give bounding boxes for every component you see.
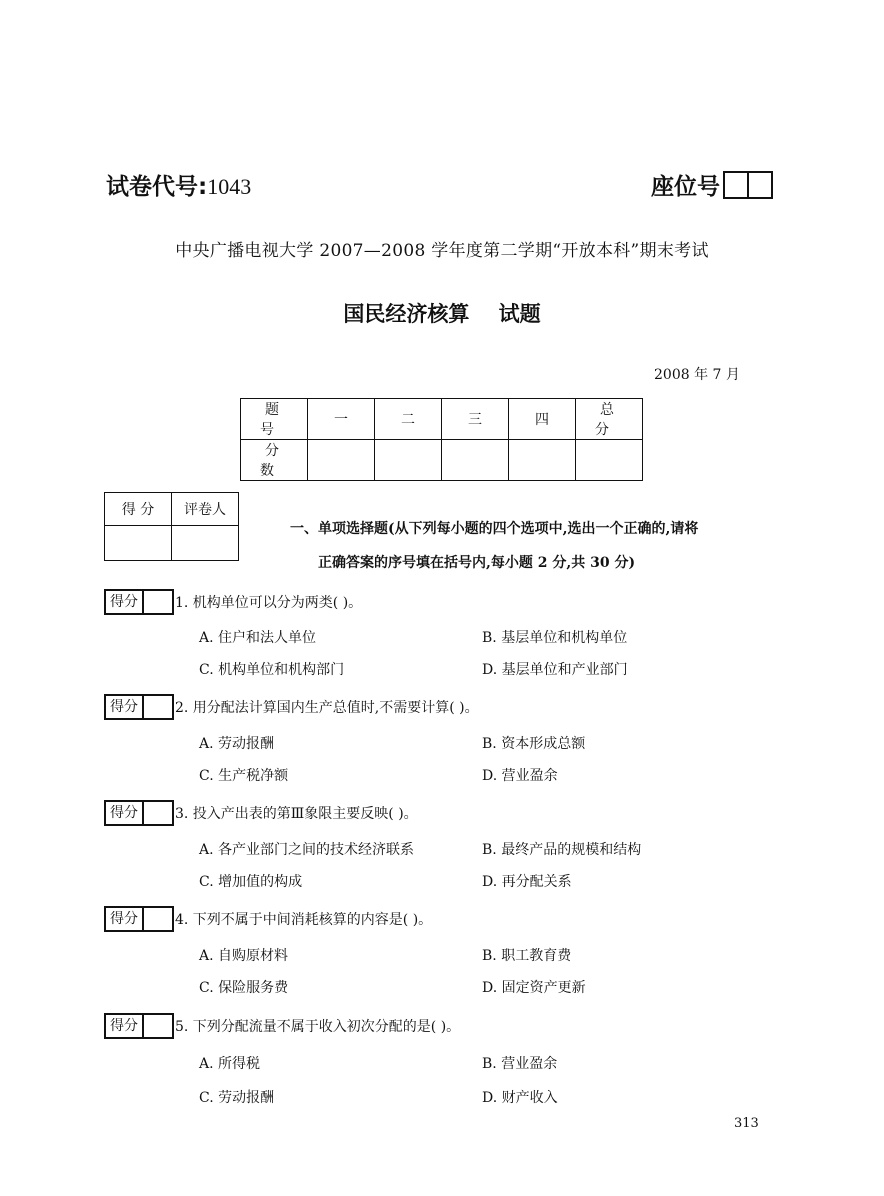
grader-table — [104, 492, 239, 561]
question-score-box[interactable] — [104, 589, 174, 615]
grader-name-label: 评卷人 — [172, 493, 239, 526]
question-stem: 3. 投入产出表的第Ⅲ象限主要反映( )。 — [175, 806, 418, 822]
question-score-box[interactable] — [104, 800, 174, 826]
question-score-label: 得分 — [104, 589, 143, 615]
option-a: A. 各产业部门之间的技术经济联系 — [199, 842, 415, 858]
score-table-header-row — [241, 399, 643, 440]
score-table-header-cell: 二 — [375, 399, 442, 440]
score-cell[interactable] — [308, 440, 375, 481]
option-d: D. 基层单位和产业部门 — [482, 662, 628, 678]
paper-code-value: 1043 — [207, 174, 252, 199]
seat-number-label: 座位号 — [651, 174, 720, 200]
option-b: B. 基层单位和机构单位 — [482, 630, 628, 646]
score-table — [240, 398, 643, 481]
seat-box-2[interactable] — [749, 171, 773, 199]
score-table-score-row — [241, 440, 643, 481]
seat-box-1[interactable] — [723, 171, 749, 199]
score-cell[interactable] — [442, 440, 509, 481]
section-instructions-line-2: 正确答案的序号填在括号内,每小题 2 分,共 30 分) — [318, 555, 636, 571]
question-score-blank[interactable] — [143, 906, 174, 932]
option-a: A. 自购原材料 — [199, 948, 289, 964]
question-score-label: 得分 — [104, 800, 143, 826]
option-b: B. 职工教育费 — [482, 948, 572, 964]
grader-name-cell[interactable] — [172, 526, 239, 561]
option-b: B. 最终产品的规模和结构 — [482, 842, 642, 858]
score-table-header-cell: 题 号 — [241, 399, 308, 440]
question-score-label: 得分 — [104, 906, 143, 932]
question-stem: 2. 用分配法计算国内生产总值时,不需要计算( )。 — [175, 700, 479, 716]
score-table-header-cell: 一 — [308, 399, 375, 440]
seat-number-boxes[interactable] — [723, 171, 773, 199]
option-c: C. 保险服务费 — [199, 980, 289, 996]
page-number: 313 — [734, 1116, 759, 1131]
question-stem: 4. 下列不属于中间消耗核算的内容是( )。 — [175, 912, 433, 928]
question-score-blank[interactable] — [143, 694, 174, 720]
section-instructions-line-1: 一、单项选择题(从下列每小题的四个选项中,选出一个正确的,请将 — [290, 521, 699, 537]
option-d: D. 固定资产更新 — [482, 980, 586, 996]
score-table-score-label: 分 数 — [241, 440, 308, 481]
question-score-box[interactable] — [104, 906, 174, 932]
option-b: B. 资本形成总额 — [482, 736, 586, 752]
score-table-header-cell: 四 — [509, 399, 576, 440]
question-stem: 1. 机构单位可以分为两类( )。 — [175, 595, 363, 611]
option-a: A. 所得税 — [199, 1056, 261, 1072]
question-stem: 5. 下列分配流量不属于收入初次分配的是( )。 — [175, 1019, 461, 1035]
option-a: A. 住户和法人单位 — [199, 630, 317, 646]
option-d: D. 财产收入 — [482, 1090, 558, 1106]
question-score-blank[interactable] — [143, 1013, 174, 1039]
paper-code — [106, 168, 251, 201]
question-score-blank[interactable] — [143, 589, 174, 615]
seat-number — [651, 168, 773, 201]
score-cell[interactable] — [576, 440, 643, 481]
grader-score-cell[interactable] — [105, 526, 172, 561]
exam-date: 2008 年 7 月 — [654, 367, 740, 383]
question-score-label: 得分 — [104, 694, 143, 720]
score-cell[interactable] — [509, 440, 576, 481]
question-score-blank[interactable] — [143, 800, 174, 826]
question-score-label: 得分 — [104, 1013, 143, 1039]
option-c: C. 劳动报酬 — [199, 1090, 275, 1106]
option-d: D. 再分配关系 — [482, 874, 572, 890]
option-c: C. 机构单位和机构部门 — [199, 662, 345, 678]
course-title: 国民经济核算 试题 — [343, 302, 541, 326]
score-table-header-cell: 总 分 — [576, 399, 643, 440]
option-a: A. 劳动报酬 — [199, 736, 275, 752]
question-score-box[interactable] — [104, 694, 174, 720]
score-cell[interactable] — [375, 440, 442, 481]
question-score-box[interactable] — [104, 1013, 174, 1039]
exam-title: 中央广播电视大学 2007—2008 学年度第二学期“开放本科”期末考试 — [175, 241, 709, 261]
option-c: C. 生产税净额 — [199, 768, 289, 784]
paper-code-label: 试卷代号: — [106, 174, 208, 200]
option-d: D. 营业盈余 — [482, 768, 558, 784]
grader-score-label: 得 分 — [105, 493, 172, 526]
score-table-header-cell: 三 — [442, 399, 509, 440]
option-b: B. 营业盈余 — [482, 1056, 558, 1072]
option-c: C. 增加值的构成 — [199, 874, 303, 890]
